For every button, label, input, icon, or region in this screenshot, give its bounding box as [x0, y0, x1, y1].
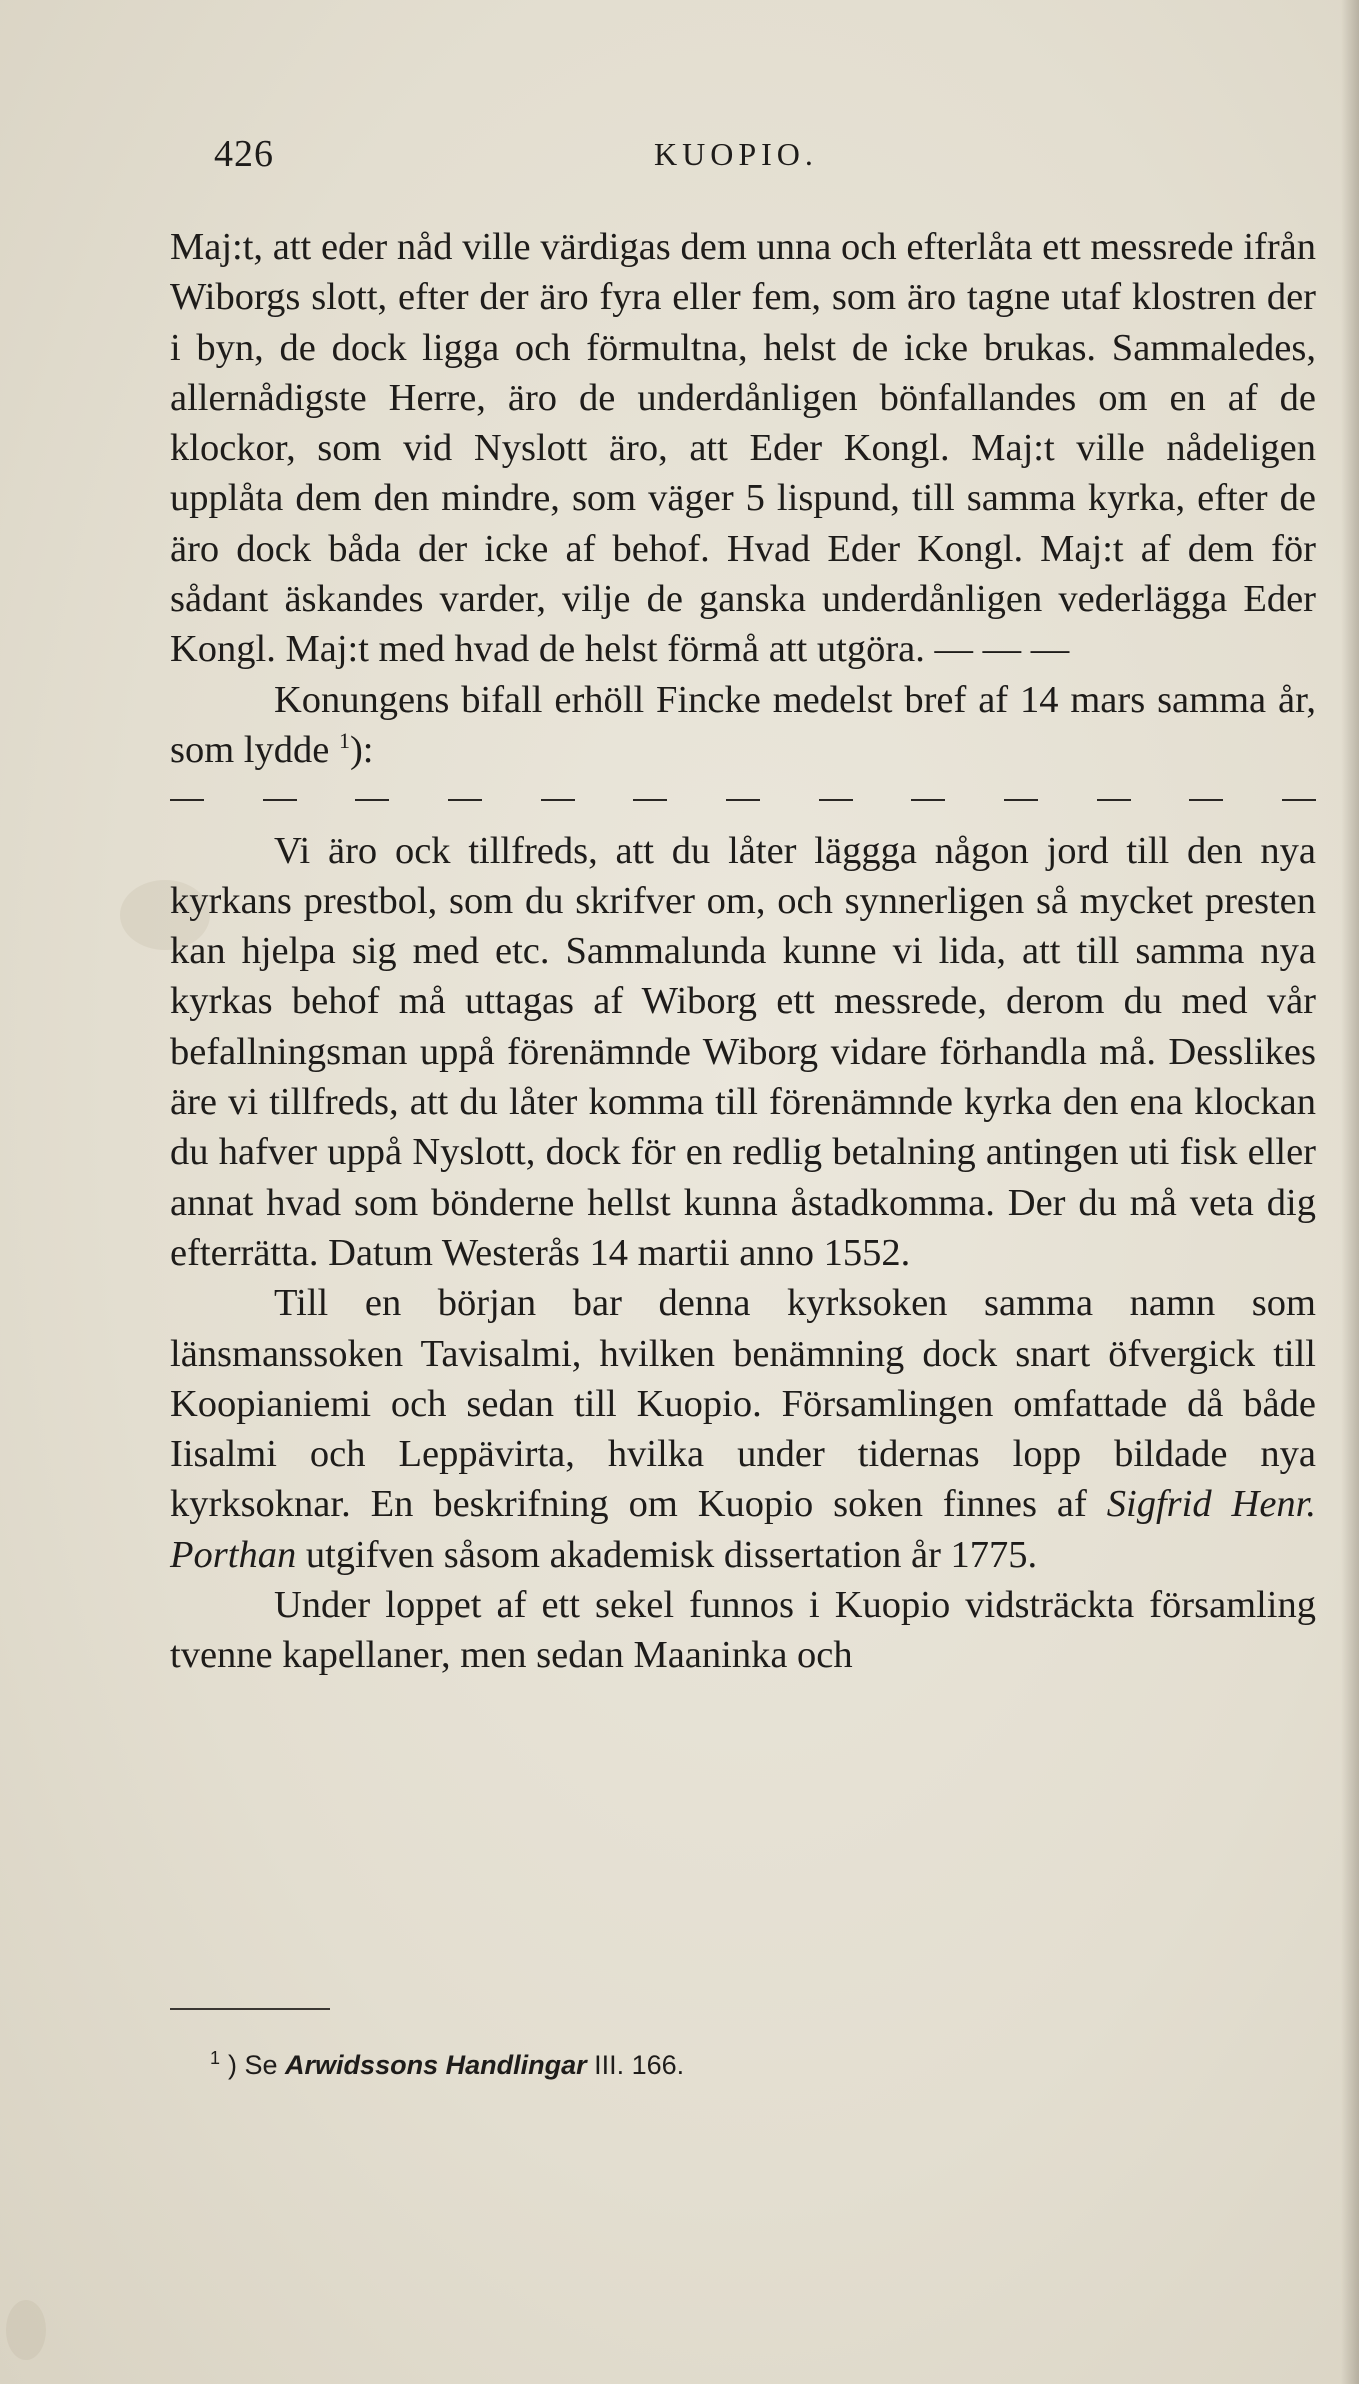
footnote-marker: 1 [210, 2048, 221, 2068]
paper-stain [6, 2300, 46, 2360]
body-text [170, 222, 1316, 1681]
paragraph-parish-history [170, 1278, 1316, 1580]
running-head [0, 132, 1359, 182]
footnote-source: Arwidssons Handlingar [285, 2050, 587, 2080]
page-number: 426 [214, 133, 274, 175]
paragraph-royal-letter: Vi äro ock tillfreds, att du låter läggga någon jord till den nya kyrkans prestbol, som du skrifver om, och synnerligen så mycket presten kan hjelpa sig med etc. Sammalunda kunne vi lida, att till samma nya kyrkas behof må uttagas af Wiborg ett messrede, derom du med vår befallningsman uppå förenämnde Wiborg vidare förhandla må. Desslikes äre vi tillfreds, att du låter komma till förenämnde kyrka den ena klockan du hafver uppå Nyslott, dock för en redlig betalning antingen uti fisk eller annat hvad som bönderne hellst kunna åstadkomma. Der du må veta dig efterrätta. Datum Westerås 14 martii anno 1552. [170, 829, 1316, 1274]
footnote-rule [170, 2008, 330, 2010]
author-name: Sigfrid Henr. Porthan [170, 1483, 1316, 1576]
separator-dashes [170, 775, 1316, 825]
paragraph-chaplains: Under loppet af ett sekel funnos i Kuopio vidsträckta församling tvenne kapellaner, men sedan Maaninka och [170, 1584, 1316, 1677]
footnote-reference: 1 [338, 727, 350, 753]
paragraph-royal-approval [170, 675, 1316, 776]
paragraph-text-end: ): [349, 728, 374, 771]
footnote-ref: III. 166. [586, 2050, 685, 2080]
paragraph-text: utgifven såsom akademisk dissertation år 1775. [296, 1533, 1038, 1576]
page-header-title: KUOPIO. [654, 136, 818, 172]
paragraph-letter-continuation: Maj:t, att eder nåd ville värdigas dem unna och efterlåta ett messrede ifrån Wiborgs slott, efter der äro fyra eller fem, som äro tagne utaf klostren der i byn, de dock ligga och förmultna, helst de icke brukas. Sammaledes, allernådigste Herre, äro de underdånligen bönfallandes om en af de klockor, som vid Nyslott äro, att Eder Kongl. Maj:t ville nådeligen upplåta dem den mindre, som väger 5 lispund, till samma kyrka, efter de äro dock båda der icke af behof. Hvad Eder Kongl. Maj:t af dem för sådant äskandes varder, vilje de ganska underdånligen vederlägga Eder Kongl. Maj:t med hvad de helst förmå att utgöra. — — — [170, 226, 1316, 671]
paragraph-text: Konungens bifall erhöll Fincke medelst bref af 14 mars samma år, som lydde [170, 678, 1316, 771]
paragraph-text: Till en början bar denna kyrksoken samma namn som länsmanssoken Tavisalmi, hvilken benämning dock snart öfvergick till Koopianiemi och sedan till Kuopio. Församlingen omfattade då både Iisalmi och Leppävirta, hvilka under tidernas lopp bildade nya kyrksoknar. En beskrifning om Kuopio soken finnes af [170, 1282, 1316, 1526]
footnote [210, 2048, 684, 2081]
footnote-prefix: ) Se [228, 2050, 286, 2080]
